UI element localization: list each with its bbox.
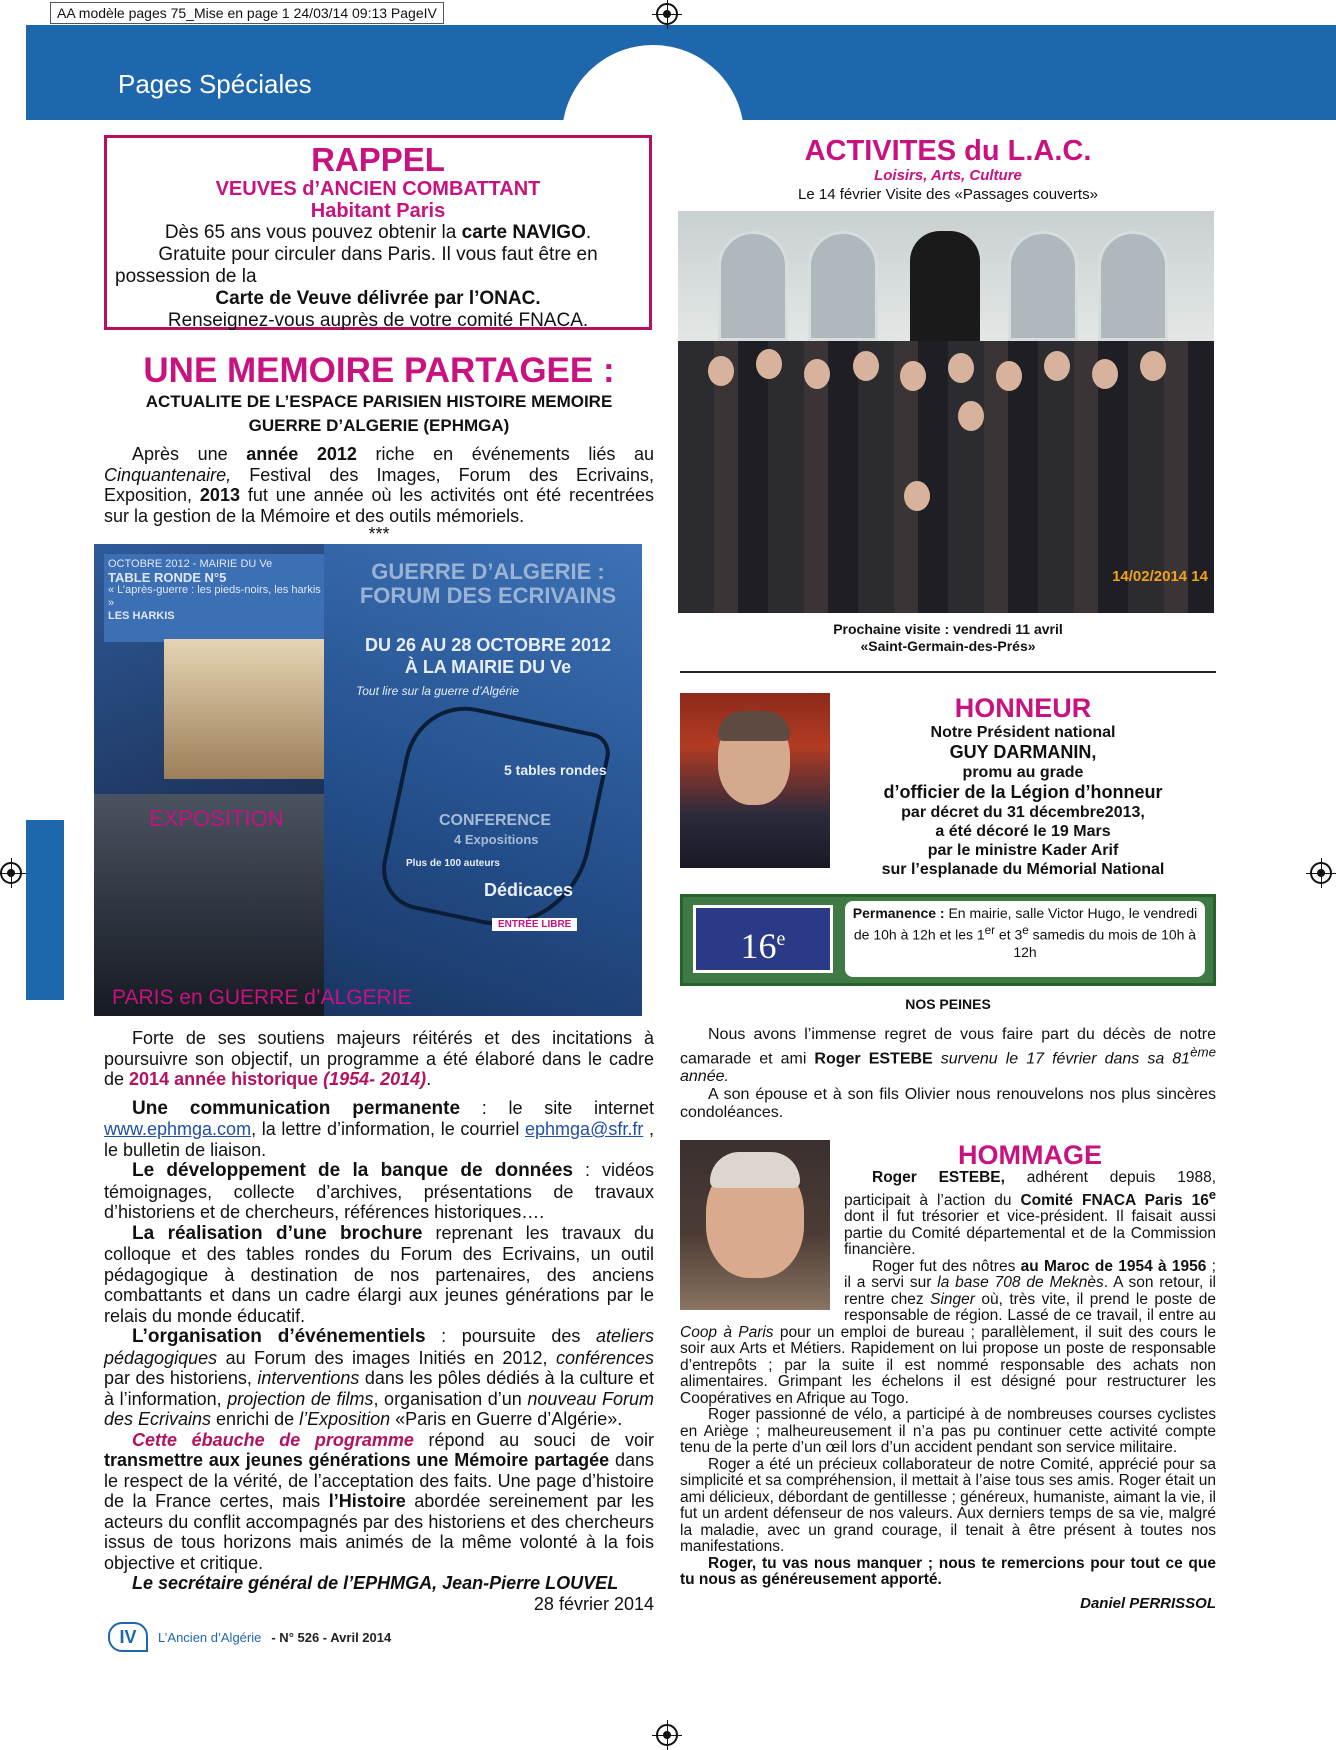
visitor-face xyxy=(1092,359,1118,389)
poster-tables: 5 tables rondes xyxy=(504,762,607,778)
memoire-date: 28 février 2014 xyxy=(533,1593,654,1614)
visitor-face xyxy=(853,351,879,381)
lac-subtitle: Loisirs, Arts, Culture xyxy=(874,167,1022,184)
header-arch-ornament xyxy=(562,45,744,120)
permanence-info: Permanence : En mairie, salle Victor Hugo, le vendredi de 10h à 12h et les 1er et 3e samedis du mois de 10h à 12h xyxy=(845,901,1205,977)
arched-window xyxy=(718,231,788,341)
visitor-face xyxy=(900,361,926,391)
hommage-section xyxy=(680,1140,1216,1612)
memoire-paragraph-4: Le développement de la banque de données : vidéos témoignages, collecte d’archives, présentations de travaux d’historiens et de chercheurs, références historiques…. xyxy=(104,1160,654,1222)
visitor-face xyxy=(904,481,930,511)
memoire-title: UNE MEMOIRE PARTAGEE : xyxy=(143,351,615,390)
hommage-paragraph-3: Roger passionné de vélo, a participé à de nombreuses courses cyclistes en Ariège ; malheureusement il n’a pas pu continuer cette activité compte tenu de la perte d’un œil lors d’un accident pendant son service militaire. xyxy=(680,1406,1216,1457)
hommage-paragraph-1: Roger ESTEBE, adhérent depuis 1988, participait à l’action du Comité FNACA Paris 16e dont il fut trésorier et vice-président. Il faisait aussi partie du Comité départemental et de la Commission financière. xyxy=(844,1169,1216,1259)
visitor-face xyxy=(1140,351,1166,381)
peines-paragraph-2: A son épouse et à son fils Olivier nous renouvelons nos plus sincères condoléances. xyxy=(680,1086,1216,1122)
arched-window xyxy=(808,231,878,341)
visitor-face xyxy=(1044,351,1070,381)
poster-tagline: Tout lire sur la guerre d’Algérie xyxy=(356,684,519,698)
page-footer xyxy=(108,1622,391,1652)
email-link[interactable]: ephmga@sfr.fr xyxy=(525,1119,644,1139)
rappel-title: RAPPEL xyxy=(311,141,445,178)
memoire-signature: Le secrétaire général de l’EPHMGA, Jean-Pierre LOUVEL xyxy=(132,1573,619,1593)
photo-date-stamp: 14/02/2014 14 xyxy=(1112,568,1208,585)
registration-mark-top xyxy=(656,3,678,25)
visitor-face xyxy=(958,401,984,431)
permanence-box xyxy=(680,894,1216,986)
memoire-paragraph-7: Cette ébauche de programme répond au souci de voir transmettre aux jeunes générations une Mémoire partagée dans le respect de la vérité, de l’acceptation des faits. Une page d’histoire de la France certes, mais l’Histoire abordée sereinement par les acteurs du conflit accompagnés par des historiens et des chercheurs issus de tous horizons mais animés de la même volonté à la fois objective et critique. xyxy=(104,1429,654,1573)
honneur-section xyxy=(680,693,1216,878)
poster-expositions: 4 Expositions xyxy=(454,832,539,847)
honneur-text: HONNEUR Notre Président national GUY DARMANIN, promu au grade d’officier de la Légion d’honneur par décret du 31 décembre2013, a été décoré le 19 Mars par le ministre Kader Arif sur l’esplanade du Mémorial National xyxy=(830,693,1216,879)
section-divider xyxy=(680,671,1216,673)
conference-slide: OCTOBRE 2012 - MAIRIE DU Ve TABLE RONDE N°5 « L’après-guerre : les pieds-noirs, les harkis » LES HARKIS xyxy=(104,554,329,642)
poster-entry-badge: ENTRÉE LIBRE xyxy=(492,918,577,931)
rappel-line-1: Dès 65 ans vous pouvez obtenir la carte NAVIGO. xyxy=(164,222,592,243)
visitor-face xyxy=(708,356,734,386)
rappel-line-3: possession de la xyxy=(115,266,257,287)
next-visit-caption: Prochaine visite : vendredi 11 avril «Saint-Germain-des-Prés» xyxy=(833,621,1063,654)
journal-name: L’Ancien d’Algérie xyxy=(158,1629,262,1645)
arched-window xyxy=(1098,231,1168,341)
lac-visit-line: Le 14 février Visite des «Passages couverts» xyxy=(798,186,1098,203)
registration-mark-right xyxy=(1310,862,1332,884)
registration-mark-left xyxy=(0,862,22,884)
rappel-line-5: Renseignez-vous auprès de votre comité FNACA. xyxy=(167,310,589,331)
hommage-paragraph-5: Roger, tu vas nous manquer ; nous te remercions pour tout ce que tu nous as généreusement apporté. xyxy=(680,1554,1216,1589)
poster-dedicaces: Dédicaces xyxy=(484,880,574,900)
memoire-subtitle-1: ACTUALITE DE L’ESPACE PARISIEN HISTOIRE MEMOIRE xyxy=(145,392,613,411)
rappel-subtitle-1: VEUVES d’ANCIEN COMBATTANT xyxy=(215,178,541,200)
hommage-title: HOMMAGE xyxy=(958,1140,1102,1171)
poster-authors: Plus de 100 auteurs xyxy=(406,858,500,869)
rappel-box xyxy=(104,135,652,330)
visitor-face xyxy=(756,349,782,379)
honneur-title: HONNEUR xyxy=(954,693,1092,723)
poster-headline: GUERRE D’ALGERIE : FORUM DES ECRIVAINS xyxy=(359,559,617,608)
memoire-paragraph-2: Forte de ses soutiens majeurs réitérés et des incitations à poursuivre son objectif, un programme a été élaboré dans le cadre de 2014 année historique (1954- 2014). xyxy=(104,1028,654,1089)
peines-paragraph-1: Nous avons l’immense regret de vous faire part du décès de notre camarade et ami Roger ESTEBE survenu le 17 février dans sa 81ème année. xyxy=(680,1026,1217,1086)
hommage-paragraph-2: Roger fut des nôtres au Maroc de 1954 à 1956 ; il a servi sur la base 708 de Meknès. A son retour, il rentre chez Singer où, très vite, il prend le poste de responsable de région. Lassé de ce travail, il entre au Coop à Paris pour un emploi de bureau ; parallèlement, il suit des cours le soir aux Arts et Métiers. Rapidement on lui propose un poste de responsable d’entrepôts ; par la suite il est nommé responsable des achats non alimentaires. Grimpant les échelons il est désigné pour restructurer les Coopératives en Afrique au Togo. xyxy=(680,1257,1217,1407)
memoire-subtitle-2: GUERRE D’ALGERIE (EPHMGA) xyxy=(248,416,510,435)
page-number: IV xyxy=(108,1622,148,1652)
rappel-subtitle-2: Habitant Paris xyxy=(310,200,446,222)
section-title: Pages Spéciales xyxy=(118,69,312,99)
visitor-face xyxy=(804,359,830,389)
left-column xyxy=(104,135,654,1614)
memoire-paragraph-5: La réalisation d’une brochure reprenant les travaux du colloque et des tables rondes du Forum des Ecrivains, un outil pédagogique à destination de nos partenaires, des anciens combattants et dans un cadre élargi aux jeunes générations par le relais du monde éducatif. xyxy=(104,1222,654,1326)
paris-guerre-label: PARIS en GUERRE d’ALGERIE xyxy=(112,986,412,1009)
poster-conference: CONFERENCE xyxy=(439,812,552,829)
group-photo-passages-couverts xyxy=(678,211,1214,613)
website-link[interactable]: www.ephmga.com xyxy=(104,1119,252,1139)
issue-info: - N° 526 - Avril 2014 xyxy=(271,1629,392,1645)
exposition-label: EXPOSITION xyxy=(149,806,284,831)
memoire-paragraph-3: Une communication permanente : le site internet www.ephmga.com, la lettre d’information, le courriel ephmga@sfr.fr , le bulletin de liaison. xyxy=(104,1097,654,1160)
hommage-paragraph-4: Roger a été un précieux collaborateur de notre Comité, apprécié pour sa simplicité et sa compréhension, il mettait à l’aise tous ses amis. Roger était un ami délicieux, débordant de gentillesse ; généreux, humaniste, aimant la vie, il fut un ardent défenseur de nos valeurs. Aux derniers temps de sa vie, malgré la maladie, avec un grand courage, il tenait à être présent à toutes nos manifestations. xyxy=(680,1455,1216,1556)
memoire-paragraph-6: L’organisation d’événementiels : poursuite des ateliers pédagogiques au Forum des images Initiés en 2012, conférences par des historiens, interventions dans les pôles dédiés à la culture et à l’information, projection de films, organisation d’un nouveau Forum des Ecrivains enrichi de l’Exposition «Paris en Guerre d’Algérie». xyxy=(104,1326,655,1429)
visitor-face xyxy=(948,353,974,383)
hommage-signature: Daniel PERRISSOL xyxy=(1080,1594,1216,1612)
memoire-intro-paragraph: Après une année 2012 riche en événements liés au Cinquantenaire, Festival des Images, Forum des Ecrivains, Exposition, 2013 fut une année où les activités ont été recentrées sur la gestion de la Mémoire et des outils mémoriels. xyxy=(104,444,654,526)
poster-dates: DU 26 AU 28 OCTOBRE 2012 À LA MAIRIE DU Ve xyxy=(364,635,612,677)
separator: *** xyxy=(368,524,390,544)
right-column xyxy=(680,135,1216,1612)
header-band xyxy=(26,25,1336,120)
portrait-guy-darmanin xyxy=(680,693,830,868)
arched-window xyxy=(1008,231,1078,341)
portrait-roger-estebe xyxy=(680,1140,830,1310)
forum-collage-image xyxy=(94,544,642,1016)
peines-title: NOS PEINES xyxy=(905,996,991,1012)
visitor-face xyxy=(996,361,1022,391)
rappel-line-4: Carte de Veuve délivrée par l’ONAC. xyxy=(215,288,541,309)
arrondissement-badge: 16e xyxy=(693,905,833,973)
lac-title: ACTIVITES du L.A.C. xyxy=(804,135,1092,167)
side-band xyxy=(26,820,64,1000)
print-slug: AA modèle pages 75_Mise en page 1 24/03/14 09:13 PageIV xyxy=(50,2,444,24)
rappel-line-2: Gratuite pour circuler dans Paris. Il vous faut être en xyxy=(158,244,598,265)
registration-mark-bottom xyxy=(656,1724,678,1746)
